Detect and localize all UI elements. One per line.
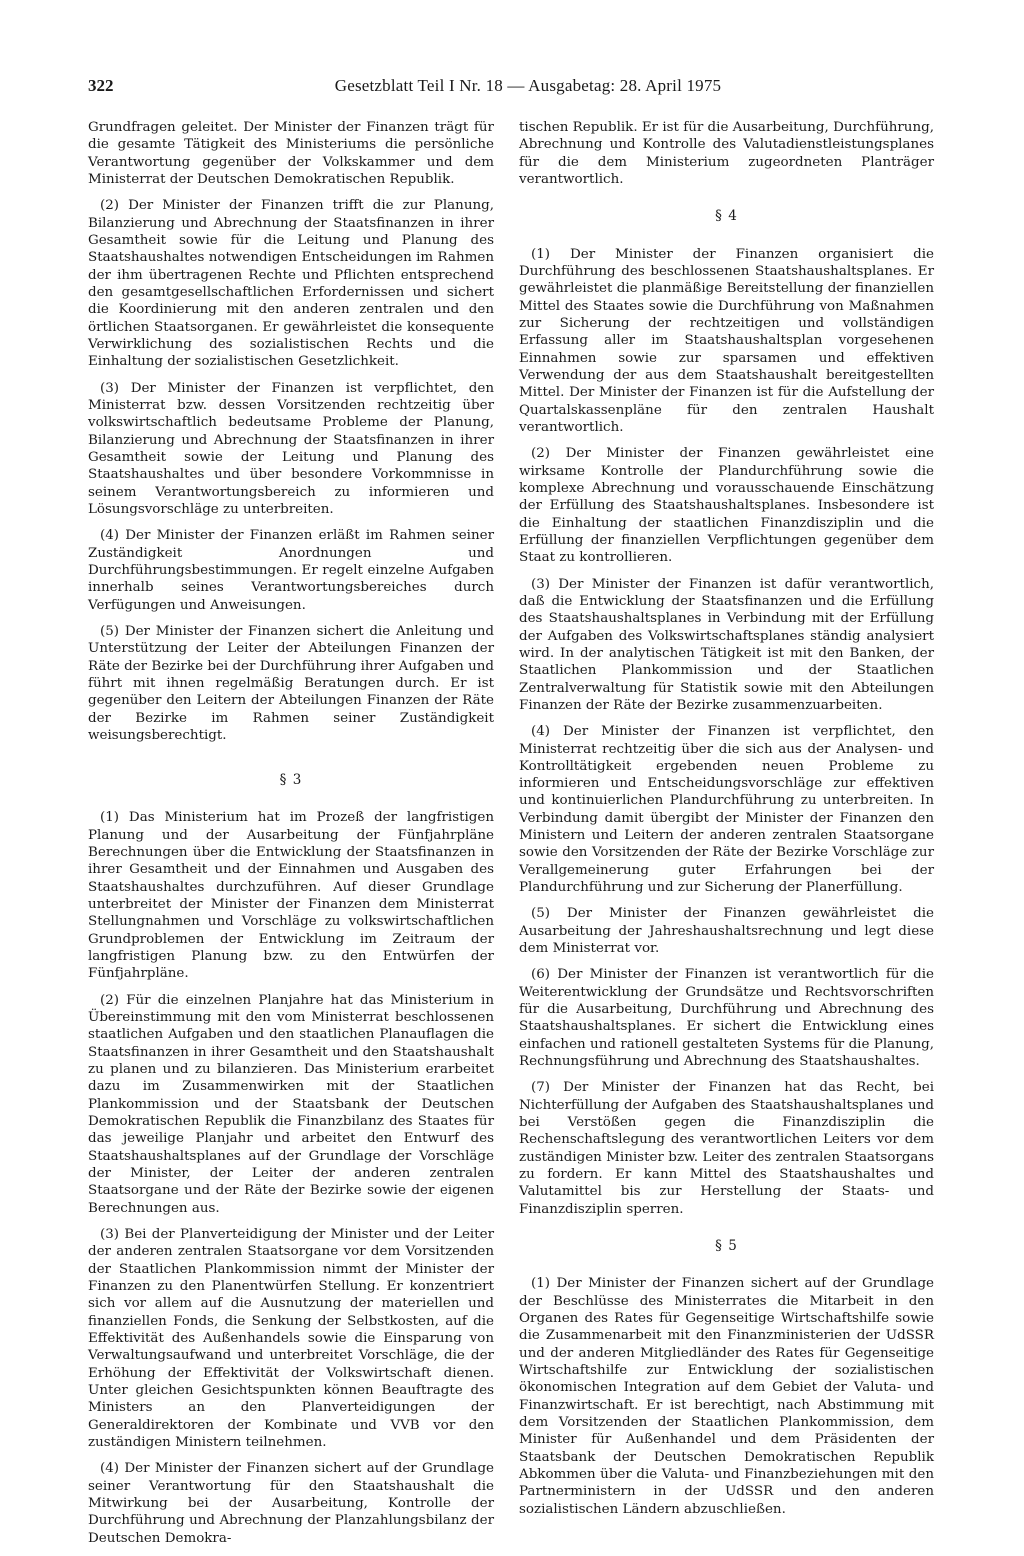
section-4-paragraph-2: (2) Der Minister der Finanzen gewährleistet eine wirksame Kontrolle der Plandurchführung sowie die komplexe Abrechnung und vorausschauende Einschätzung der Erfüllung des Staatshaushaltsplanes. Insbesondere ist die Einhaltung der staatlichen Finanzdisziplin und die Erfüllung der finanziellen Verpflichtungen gegenüber dem Staat zu kontrollieren. [519, 446, 934, 566]
section-4-paragraph-1: (1) Der Minister der Finanzen organisiert die Durchführung des beschlossenen Staatshaushaltsplanes. Er gewährleistet die planmäßige Bereitstellung der finanziellen Mittel des Staates sowie die Durchführung von Maßnahmen zur Sicherung der rechtzeitigen und vollständigen Erfassung aller im Staatshaushaltsplan vorgesehenen Einnahmen sowie zur sparsamen und effektiven Verwendung der aus dem Staatshaushalt bereitgestellten Mittel. Der Minister der Finanzen ist für die Aufstellung der Quartalskassenpläne für den zentralen Haushalt verantwortlich. [519, 246, 934, 435]
section-3-heading: § 3 [279, 772, 303, 789]
page-number: 322 [88, 76, 114, 95]
paragraph-4: (4) Der Minister der Finanzen erläßt im Rahmen seiner Zuständigkeit Anordnungen und Durchführungsbestimmungen. Er regelt einzelne Aufgaben innerhalb seines Verantwortungsbereiches durch Verfügungen und Anweisungen. [88, 528, 494, 613]
section-3-paragraph-2: (2) Für die einzelnen Planjahre hat das Ministerium in Übereinstimmung mit den vom Ministerrat beschlossenen staatlichen Aufgaben und den staatlichen Planauflagen die Staatsfinanzen in ihrer Gesamtheit und den Staatshaushalt zu planen und zu bilanzieren. Das Ministerium erarbeitet dazu im Zusammenwirken mit der Staatlichen Plankommission und der Staatsbank der Deutschen Demokratischen Republik die Finanzbilanz des Staates für das jeweilige Planjahr und arbeitet den Entwurf des Staatshaushaltsplanes auf der Grundlage der Vorschläge der Minister, der Leiter der anderen zentralen Staatsorgane und der Räte der Bezirke sowie der eigenen Berechnungen aus. [88, 992, 494, 1216]
section-4-paragraph-5: (5) Der Minister der Finanzen gewährleistet die Ausarbeitung der Jahreshaushaltsrechnung und legt diese dem Ministerrat vor. [519, 906, 934, 957]
running-title: Gesetzblatt Teil I Nr. 18 — Ausgabetag: 28. April 1975 [334, 76, 722, 95]
section-4-heading: § 4 [715, 208, 738, 225]
paragraph-continuation: tischen Republik. Er ist für die Ausarbeitung, Durchführung, Abrechnung und Kontrolle des Valutadienstleistungsplanes für die dem Ministerium zugeordneten Planträger verantwortlich. [519, 120, 934, 187]
section-3-paragraph-1: (1) Das Ministerium hat im Prozeß der langfristigen Planung und der Ausarbeitung der Fünfjahrpläne Berechnungen über die Entwicklung der Staatsfinanzen in ihrer Gesamtheit und der Einnahmen und Ausgaben des Staatshaushaltes durchzuführen. Auf dieser Grundlage unterbreitet der Minister der Finanzen dem Ministerrat Stellungnahmen und Vorschläge zu volkswirtschaftlichen Grundproblemen der Entwicklung im Zeitraum der langfristigen Planung bzw. zu den Entwürfen der Fünfjahrpläne. [88, 810, 494, 982]
section-5-paragraph-1: (1) Der Minister der Finanzen sichert auf der Grundlage der Beschlüsse des Ministerrates die Mitarbeit in den Organen des Rates für Gegenseitige Wirtschaftshilfe sowie die Zusammenarbeit mit den Finanzministerien der UdSSR und der anderen Mitgliedländer des Rates für Gegenseitige Wirtschaftshilfe zur Entwicklung der sozialistischen ökonomischen Integration auf dem Gebiet der Valuta- und Finanzwirtschaft. Er ist berechtigt, nach Abstimmung mit dem Vorsitzenden der Staatlichen Plankommission, dem Minister für Außenhandel und dem Präsidenten der Staatsbank der Deutschen Demokratischen Republik Abkommen über die Valuta- und Finanzbeziehungen mit den Partnerministern in der UdSSR und den anderen sozialistischen Ländern abzuschließen. [519, 1276, 934, 1517]
section-4-paragraph-4: (4) Der Minister der Finanzen ist verpflichtet, den Ministerrat rechtzeitig über die sich aus der Analysen- und Kontrolltätigkeit ergebenden neuen Probleme zu informieren und Entscheidungsvorschläge zur effektiven und kontinuierlichen Plandurchführung zu unterbreiten. In Verbindung damit übergibt der Minister der Finanzen den Ministern und Leitern der anderen zentralen Staatsorgane sowie den Vorsitzenden der Räte der Bezirke Vorschläge zur Verallgemeinerung guter Erfahrungen bei der Plandurchführung und zur Sicherung der Planerfüllung. [519, 724, 934, 896]
section-5-heading: § 5 [715, 1238, 738, 1255]
paragraph-2: (2) Der Minister der Finanzen trifft die zur Planung, Bilanzierung und Abrechnung der Staatsfinanzen in ihrer Gesamtheit sowie für die Leitung und Planung des Staatshaushaltes notwendigen Entscheidungen im Rahmen der ihm übertragenen Rechte und Pflichten entsprechend den gesamtgesellschaftlichen Erfordernissen und sichert die Koordinierung mit den anderen zentralen und den örtlichen Staatsorganen. Er gewährleistet die konsequente Verwirklichung des sozialistischen Rechts und die Einhaltung der sozialistischen Gesetzlichkeit. [88, 198, 494, 370]
left-column [88, 119, 494, 1556]
section-3-paragraph-4: (4) Der Minister der Finanzen sichert auf der Grundlage seiner Verantwortung für den Staatshaushalt die Mitwirkung bei der Ausarbeitung, Kontrolle der Durchführung und Abrechnung der Planzahlungsbilanz der Deutschen Demokra- [88, 1461, 494, 1546]
page-header [88, 76, 968, 100]
paragraph-continuation: Grundfragen geleitet. Der Minister der Finanzen trägt für die gesamte Tätigkeit des Ministeriums die persönliche Verantwortung gegenüber der Volkskammer und dem Ministerrat der Deutschen Demokratischen Republik. [88, 120, 494, 187]
right-column [519, 119, 934, 1527]
section-4-paragraph-7: (7) Der Minister der Finanzen hat das Recht, bei Nichterfüllung der Aufgaben des Staatshaushaltsplanes und bei Verstößen gegen die Finanzdisziplin die Rechenschaftslegung des verantwortlichen Leiters vor dem zuständigen Minister bzw. Leiter des zentralen Staatsorgans zu fordern. Er kann Mittel des Staatshaushaltes und Valutamittel bis zur Herstellung der Staats- und Finanzdisziplin sperren. [519, 1080, 934, 1217]
section-3-paragraph-3: (3) Bei der Planverteidigung der Minister und der Leiter der anderen zentralen Staatsorgane vor dem Vorsitzenden der Staatlichen Plankommission nimmt der Minister der Finanzen zu den Planentwürfen Stellung. Er konzentriert sich vor allem auf die Ausnutzung der materiellen und finanziellen Fonds, die Senkung der Selbstkosten, auf die Effektivität des Außenhandels sowie die Einsparung von Verwaltungsaufwand und unterbreitet Vorschläge, die der Erhöhung der Effektivität der Volkswirtschaft dienen. Unter gleichen Gesichtspunkten können Beauftragte des Ministers an den Planverteidigungen der Generaldirektoren der Kombinate und VVB vor den zuständigen Ministern teilnehmen. [88, 1227, 494, 1450]
paragraph-3: (3) Der Minister der Finanzen ist verpflichtet, den Ministerrat bzw. dessen Vorsitzenden rechtzeitig über volkswirtschaftlich bedeutsame Probleme der Planung, Bilanzierung und Abrechnung der Staatsfinanzen in ihrer Gesamtheit sowie der Leitung und Planung des Staatshaushaltes und über besondere Vorkommnisse in seinem Verantwortungsbereich zu informieren und Lösungsvorschläge zu unterbreiten. [88, 380, 494, 517]
paragraph-5: (5) Der Minister der Finanzen sichert die Anleitung und Unterstützung der Leiter der Abteilungen Finanzen der Räte der Bezirke bei der Durchführung ihrer Aufgaben und führt mit ihnen regelmäßig Beratungen durch. Er ist gegenüber den Leitern der Abteilungen Finanzen der Räte der Bezirke im Rahmen seiner Zuständigkeit weisungsberechtigt. [88, 623, 494, 743]
section-4-paragraph-6: (6) Der Minister der Finanzen ist verantwortlich für die Weiterentwicklung der Grundsätze und Rechtsvorschriften für die Ausarbeitung, Durchführung und Abrechnung des Staatshaushaltsplanes. Er sichert die Entwicklung eines einfachen und rationell gestalteten Systems für die Planung, Rechnungsführung und Abrechnung des Staatshaushaltes. [519, 967, 934, 1070]
section-4-paragraph-3: (3) Der Minister der Finanzen ist dafür verantwortlich, daß die Entwicklung der Staatsfinanzen und die Erfüllung des Staatshaushaltsplanes in Verbindung mit der Erfüllung der Aufgaben des Volkswirtschaftsplanes ständig analysiert wird. In der analytischen Tätigkeit ist mit den Banken, der Staatlichen Plankommission und der Staatlichen Zentralverwaltung für Statistik sowie mit den Abteilungen Finanzen der Räte der Bezirke zusammenzuarbeiten. [519, 576, 934, 713]
